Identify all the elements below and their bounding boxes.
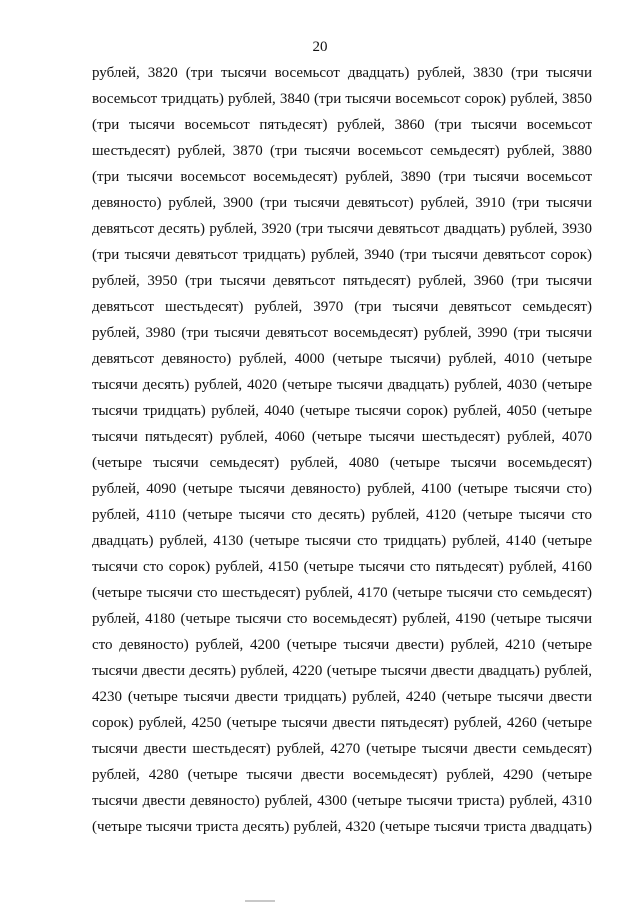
- text-line: тысячи десять) рублей, 4020 (четыре тысячи двадцать) рублей, 4030 (четыре: [92, 377, 592, 393]
- text-line: (три тысячи девятьсот тридцать) рублей, 3940 (три тысячи девятьсот сорок): [92, 247, 592, 263]
- text-line: рублей, 4280 (четыре тысячи двести восемьдесят) рублей, 4290 (четыре: [92, 767, 592, 783]
- text-line: тысячи двести девяносто) рублей, 4300 (четыре тысячи триста) рублей, 4310: [92, 793, 592, 809]
- text-line: (четыре тысячи триста десять) рублей, 4320 (четыре тысячи триста двадцать): [92, 819, 592, 835]
- text-line: тысячи пятьдесят) рублей, 4060 (четыре тысячи шестьдесят) рублей, 4070: [92, 429, 592, 445]
- text-line: тысячи двести десять) рублей, 4220 (четыре тысячи двести двадцать) рублей,: [92, 663, 592, 679]
- text-line: тысячи тридцать) рублей, 4040 (четыре тысячи сорок) рублей, 4050 (четыре: [92, 403, 592, 419]
- text-line: девятьсот шестьдесят) рублей, 3970 (три тысячи девятьсот семьдесят): [92, 299, 592, 315]
- scan-artifact-mark: [245, 900, 275, 902]
- text-line: рублей, 4110 (четыре тысячи сто десять) рублей, 4120 (четыре тысячи сто: [92, 507, 592, 523]
- text-line: (три тысячи восемьсот пятьдесят) рублей, 3860 (три тысячи восемьсот: [92, 117, 592, 133]
- text-line: сто девяносто) рублей, 4200 (четыре тысячи двести) рублей, 4210 (четыре: [92, 637, 592, 653]
- text-line: двадцать) рублей, 4130 (четыре тысячи сто тридцать) рублей, 4140 (четыре: [92, 533, 592, 549]
- text-line: (четыре тысячи сто шестьдесят) рублей, 4170 (четыре тысячи сто семьдесят): [92, 585, 592, 601]
- text-line: тысячи двести шестьдесят) рублей, 4270 (четыре тысячи двести семьдесят): [92, 741, 592, 757]
- text-line: шестьдесят) рублей, 3870 (три тысячи восемьсот семьдесят) рублей, 3880: [92, 143, 592, 159]
- text-line: сорок) рублей, 4250 (четыре тысячи двести пятьдесят) рублей, 4260 (четыре: [92, 715, 592, 731]
- text-line: рублей, 3980 (три тысячи девятьсот восемьдесят) рублей, 3990 (три тысячи: [92, 325, 592, 341]
- text-line: тысячи сто сорок) рублей, 4150 (четыре тысячи сто пятьдесят) рублей, 4160: [92, 559, 592, 575]
- text-line: (четыре тысячи семьдесят) рублей, 4080 (четыре тысячи восемьдесят): [92, 455, 592, 471]
- text-line: рублей, 4180 (четыре тысячи сто восемьдесят) рублей, 4190 (четыре тысячи: [92, 611, 592, 627]
- text-line: восемьсот тридцать) рублей, 3840 (три тысячи восемьсот сорок) рублей, 3850: [92, 91, 592, 107]
- text-line: рублей, 3820 (три тысячи восемьсот двадцать) рублей, 3830 (три тысячи: [92, 65, 592, 81]
- text-line: девятьсот девяносто) рублей, 4000 (четыре тысячи) рублей, 4010 (четыре: [92, 351, 592, 367]
- page-number: 20: [312, 39, 328, 55]
- text-line: (три тысячи восемьсот восемьдесят) рублей, 3890 (три тысячи восемьсот: [92, 169, 592, 185]
- text-line: рублей, 3950 (три тысячи девятьсот пятьдесят) рублей, 3960 (три тысячи: [92, 273, 592, 289]
- text-line: рублей, 4090 (четыре тысячи девяносто) рублей, 4100 (четыре тысячи сто): [92, 481, 592, 497]
- text-line: девяносто) рублей, 3900 (три тысячи девятьсот) рублей, 3910 (три тысячи: [92, 195, 592, 211]
- text-line: девятьсот десять) рублей, 3920 (три тысячи девятьсот двадцать) рублей, 3930: [92, 221, 592, 237]
- text-line: 4230 (четыре тысячи двести тридцать) рублей, 4240 (четыре тысячи двести: [92, 689, 592, 705]
- body-text: [92, 60, 592, 840]
